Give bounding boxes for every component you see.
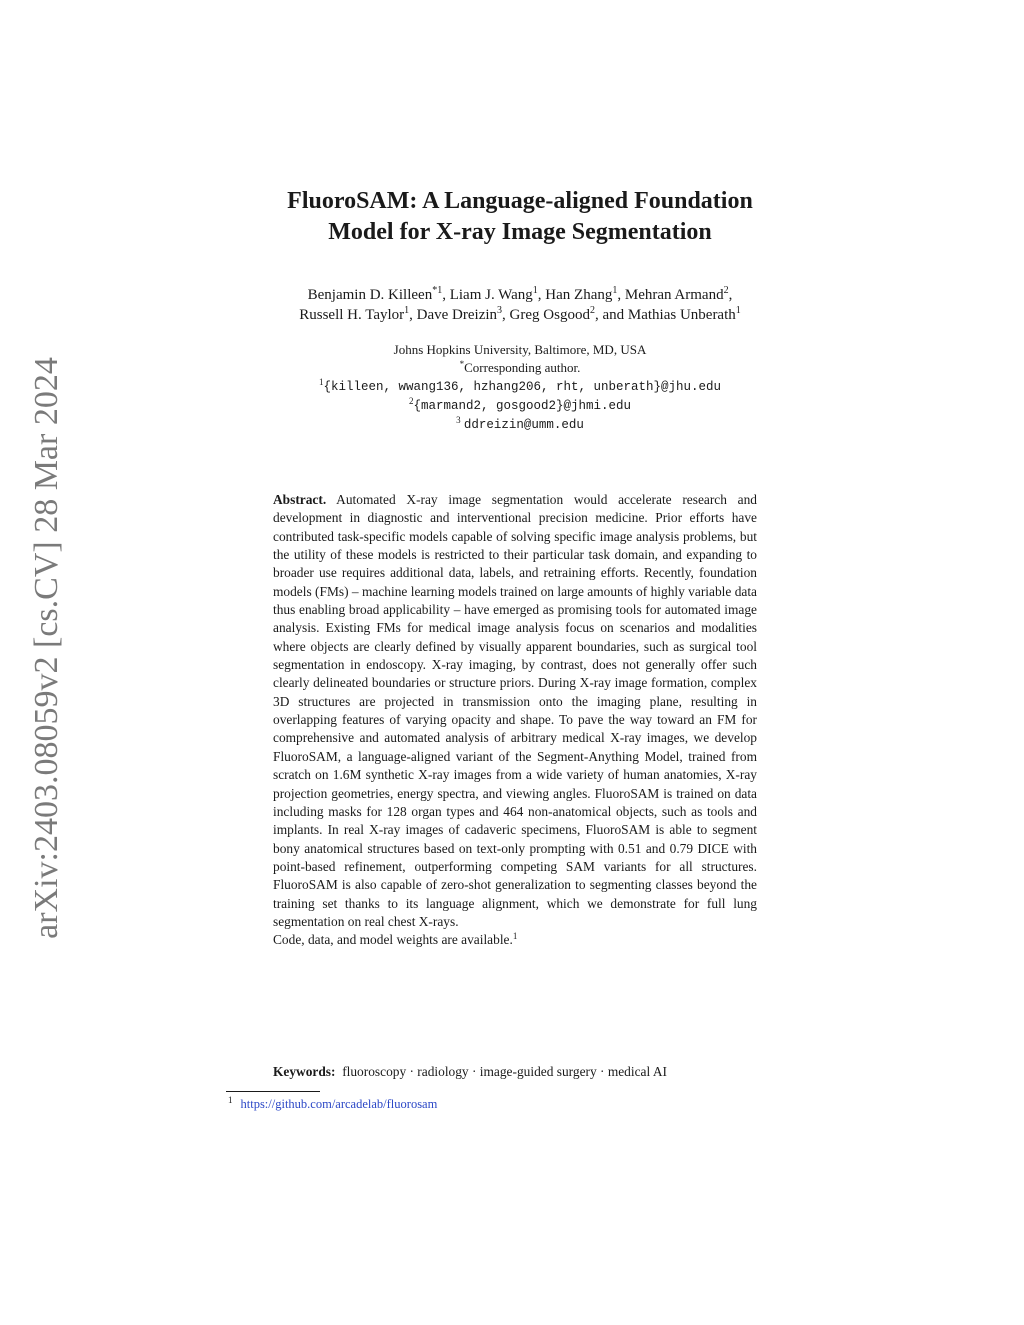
repository-link[interactable]: https://github.com/arcadelab/fluorosam (240, 1097, 438, 1111)
code-availability (273, 931, 757, 949)
abstract (273, 491, 757, 950)
author-separator: , (728, 287, 733, 303)
author-name: Dave Dreizin (416, 307, 498, 323)
title-line-1: FluoroSAM: A Language-aligned Foundation (287, 188, 753, 214)
author-name: Han Zhang (545, 287, 613, 303)
author-separator: , and (594, 307, 628, 323)
abstract-heading: Abstract. (273, 492, 327, 507)
author-separator: , (617, 287, 625, 303)
author-affil-mark: 2 (723, 285, 729, 296)
author-separator: , (409, 307, 417, 323)
author-affil-mark: 1 (532, 285, 538, 296)
email-affil-mark: 1 (318, 377, 324, 387)
author-line-1 (170, 285, 870, 305)
email-line-2 (270, 396, 770, 415)
author-affil-mark: 1 (735, 305, 741, 316)
author-list (170, 285, 870, 325)
footnote-mark: 1 (228, 1095, 233, 1105)
footnote-rule (226, 1091, 320, 1092)
footnote-ref: 1 (512, 931, 518, 942)
author-separator: , (502, 307, 510, 323)
author-affil-mark: 1 (612, 285, 618, 296)
author-name: Mehran Armand (624, 287, 724, 303)
email-affil-mark: 2 (408, 396, 414, 406)
arxiv-identifier-stamp: arXiv:2403.08059v2 [cs.CV] 28 Mar 2024 (28, 357, 65, 939)
abstract-paragraph (273, 491, 757, 931)
email-line-1 (270, 377, 770, 396)
author-affil-mark: 2 (589, 305, 595, 316)
footnote (228, 1096, 437, 1113)
institution: Johns Hopkins University, Baltimore, MD, USA (393, 342, 647, 357)
author-name: Benjamin D. Killeen (307, 287, 433, 303)
email-affil-mark: 3 (456, 415, 461, 425)
author-separator: , (442, 287, 450, 303)
author-name: Mathias Unberath (627, 307, 736, 323)
paper-title (170, 186, 870, 248)
author-line-2 (170, 305, 870, 325)
email-line-3 (270, 415, 770, 434)
corresponding-note (270, 359, 770, 377)
author-affil-mark: 1 (404, 305, 410, 316)
keywords-heading: Keywords: (273, 1064, 336, 1079)
code-availability-text: Code, data, and model weights are available. (273, 932, 513, 948)
author-name: Liam J. Wang (449, 287, 533, 303)
keywords-list: fluoroscopy · radiology · image-guided surgery · medical AI (342, 1064, 667, 1079)
title-line-2: Model for X-ray Image Segmentation (328, 219, 712, 245)
affiliations (270, 341, 770, 434)
author-name: Greg Osgood (509, 307, 590, 323)
email-addresses: {killeen, wwang136, hzhang206, rht, unberath}@jhu.edu (323, 380, 722, 394)
corresponding-text: Corresponding author. (464, 360, 581, 375)
author-name: Russell H. Taylor (299, 307, 405, 323)
author-separator: , (537, 287, 546, 303)
keywords (273, 1063, 763, 1081)
email-addresses: ddreizin@umm.edu (463, 418, 584, 432)
abstract-body: Automated X-ray image segmentation would accelerate research and development in diagnostic and interventional precision medicine. Prior efforts have contributed task-specific models capable of solving specific image analysis problems, but the utility of these models is restricted to their particular task domain, and expanding to broader use requires additional data, labels, and retraining efforts. Recently, foundation models (FMs) – machine learning models trained on large amounts of highly variable data thus enabling broad applicability – have emerged as promising tools for automated image analysis. Existing FMs for medical image analysis focus on scenarios and modalities where objects are clearly defined by visually apparent boundaries, such as surgical tool segmentation in endoscopy. X-ray imaging, by contrast, does not generally offer such clearly delineated boundaries or structure priors. During X-ray image formation, complex 3D structures are projected in transmission onto the imaging plane, resulting in overlapping features of varying opacity and shape. To pave the way toward an FM for comprehensive and automated analysis of arbitrary medical X-ray images, we develop FluoroSAM, a language-aligned variant of the Segment-Anything Model, trained from scratch on 1.6M synthetic X-ray images from a wide variety of human anatomies, X-ray projection geometries, energy spectra, and viewing angles. FluoroSAM is trained on data including masks for 128 organ types and 464 non-anatomical objects, such as tools and implants. In real X-ray images of cadaveric specimens, FluoroSAM is able to segment bony anatomical structures based on text-only prompting with 0.51 and 0.79 DICE with point-based refinement, outperforming competing SAM variants for all structures. FluoroSAM is also capable of zero-shot generalization to segmenting classes beyond the training set thanks to its language alignment, which we demonstrate for full lung segmentation on real chest X-rays. (273, 492, 757, 929)
author-affil-mark: 3 (497, 305, 503, 316)
author-affil-mark: *1 (432, 285, 443, 296)
corresponding-mark: * (459, 359, 465, 369)
email-addresses: {marmand2, gosgood2}@jhmi.edu (413, 399, 632, 413)
